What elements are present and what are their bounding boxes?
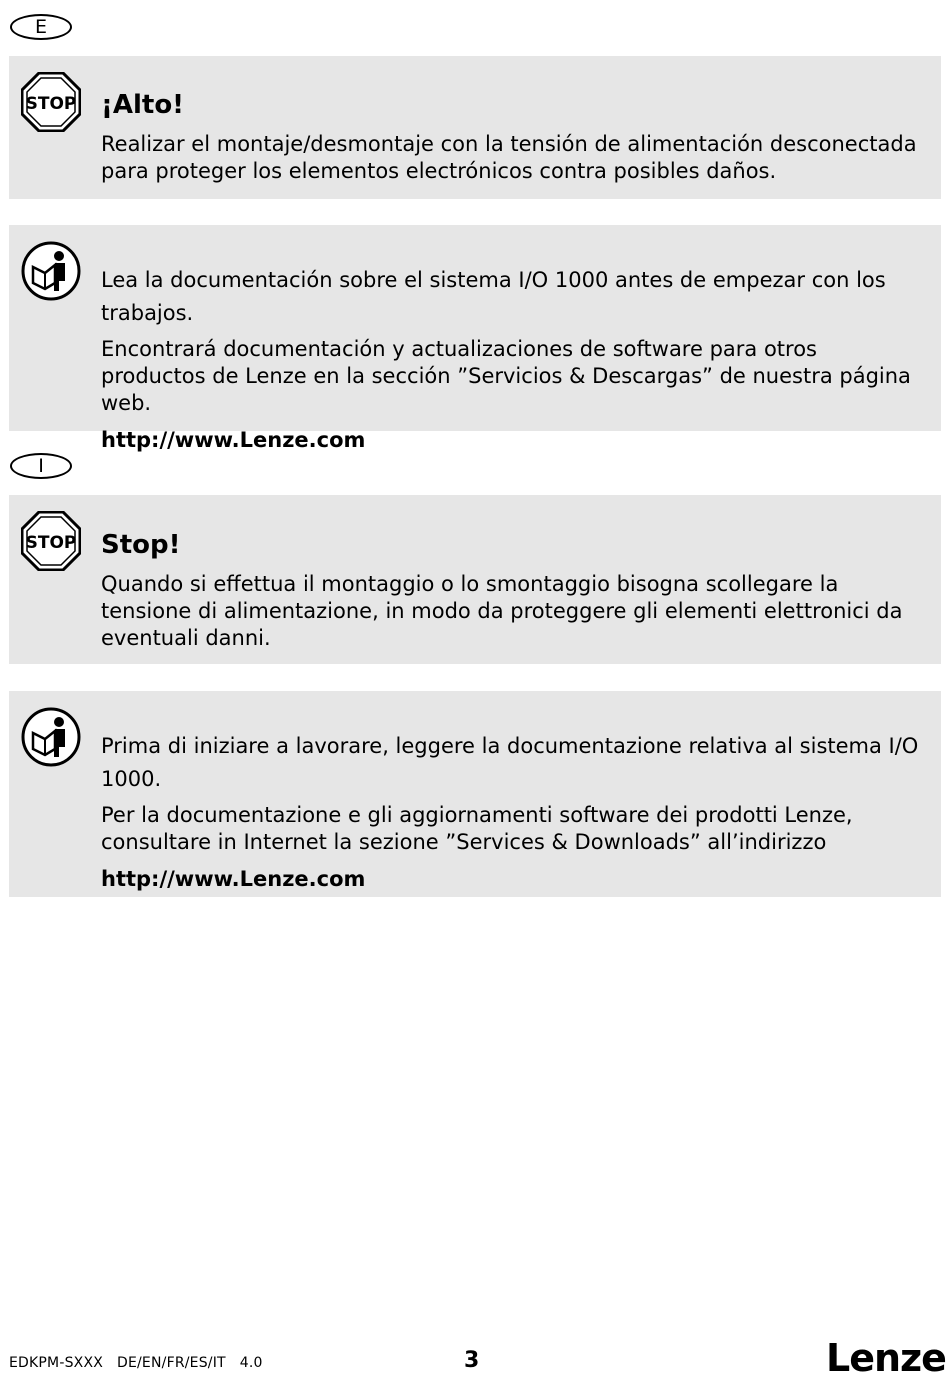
- stop-sign-icon: [21, 511, 81, 571]
- language-badge-it: I: [10, 453, 72, 479]
- read-manual-icon: [21, 707, 81, 767]
- stop-heading: Stop!: [101, 530, 181, 560]
- documentation-text-1: Lea la documentación sobre el sistema I/O 1000 antes de empezar con los trabajos.: [101, 268, 886, 325]
- stop-text: Realizar el montaje/desmontaje con la tensión de alimentación desconectada para proteger los elementos electrónicos contra posibles daños.: [101, 132, 917, 183]
- stop-sign-label: STOP: [25, 94, 77, 114]
- page-number: 3: [464, 1348, 480, 1373]
- documentation-text-1: Prima di iniziare a lavorare, leggere la documentazione relativa al sistema I/O 1000.: [101, 734, 919, 791]
- document-code: EDKPM-SXXX DE/EN/FR/ES/IT 4.0: [9, 1355, 263, 1371]
- stop-notice-it: [9, 495, 941, 664]
- documentation-notice-it: [9, 691, 941, 897]
- stop-notice-es: [9, 56, 941, 199]
- stop-sign-icon: [21, 72, 81, 132]
- language-badge-es: E: [10, 14, 72, 40]
- lenze-website-link[interactable]: http://www.Lenze.com: [101, 428, 366, 452]
- lenze-logo: Lenze: [826, 1336, 946, 1380]
- stop-heading: ¡Alto!: [101, 90, 185, 120]
- documentation-text-2: Per la documentazione e gli aggiornamenti software dei prodotti Lenze, consultare in Internet la sezione ”Services & Downloads” all’indirizzo: [101, 803, 853, 854]
- stop-text: Quando si effettua il montaggio o lo smontaggio bisogna scollegare la tensione di alimentazione, in modo da proteggere gli elementi elettronici da eventuali danni.: [101, 572, 903, 650]
- lenze-website-link[interactable]: http://www.Lenze.com: [101, 867, 366, 891]
- stop-sign-label: STOP: [25, 533, 77, 553]
- documentation-text-2: Encontrará documentación y actualizaciones de software para otros productos de Lenze en la sección ”Servicios & Descargas” de nuestra página web.: [101, 337, 911, 415]
- read-manual-icon: [21, 241, 81, 301]
- documentation-notice-es: [9, 225, 941, 452]
